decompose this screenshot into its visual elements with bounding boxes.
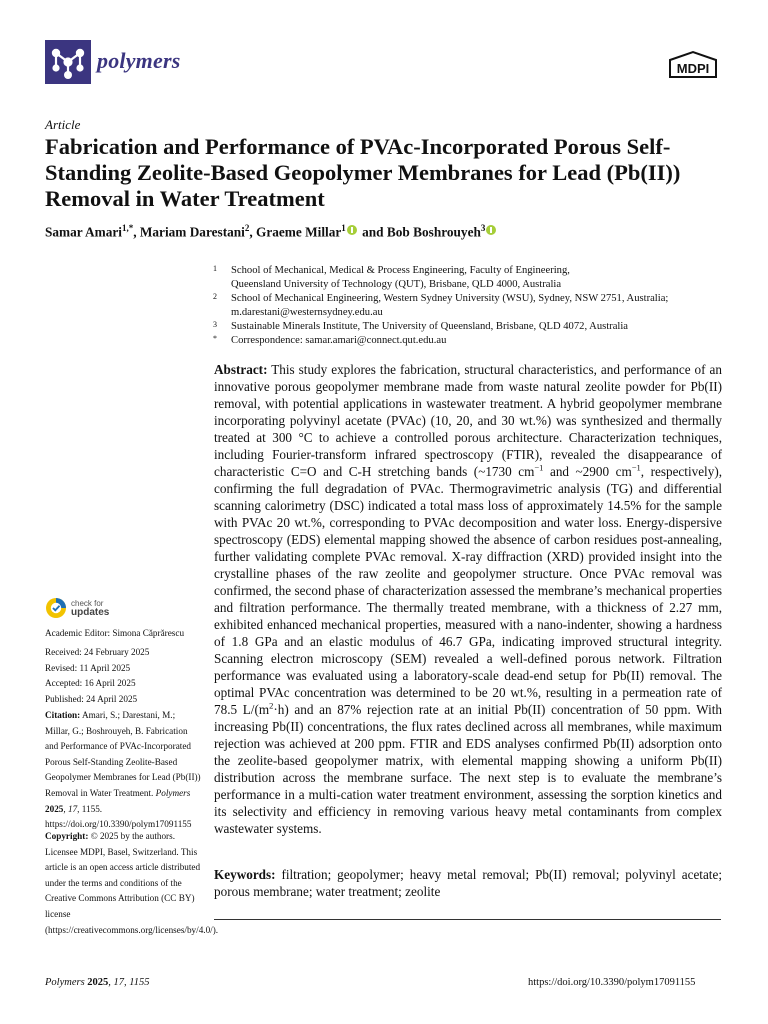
abstract-text-1: This study explores the fabrication, structural characteristics, and performance of an innovative porous geopolymer membrane made from waste natural zeolite powder for Pb(II) removal, with potential applications in wastewater treatment. A hybrid geopolymer membrane incorporating polyvinyl acetate (PVAc) (10, 20, and 30 wt.%) was synthesized and thermally treated at 300 °C to achieve a controlled porous architecture. Characterization techniques, including Fourier-transform infrared spectroscopy (FTIR), revealed the disappearance of characteristic C=O and C-H stretching bands (~1730 cm — [214, 362, 722, 479]
journal-logo-icon — [45, 40, 91, 84]
affiliation-text: Sustainable Minerals Institute, The University of Queensland, Brisbane, QLD 4072, Australia — [231, 321, 628, 332]
citation-journal: Polymers — [155, 787, 191, 798]
citation-volume: , 17 — [63, 803, 78, 814]
author-affiliation-sup: 2 — [244, 223, 250, 233]
check-updates-icon — [45, 597, 67, 619]
affiliation-number: 2 — [213, 292, 217, 301]
orcid-icon[interactable] — [486, 225, 496, 235]
affiliation-text: Correspondence: samar.amari@connect.qut.edu.au — [231, 335, 447, 346]
footer-citation — [45, 977, 150, 988]
date-revised: Revised: 11 April 2025 — [45, 662, 131, 673]
footer-year: 2025 — [84, 977, 109, 988]
copyright-text: © 2025 by the authors. Licensee MDPI, Basel, Switzerland. This article is an open access article distributed under the terms and conditions of the Creative Commons Attribution (CC BY) license (https://creativecommons.org/licenses/by/4.0/). — [45, 831, 219, 935]
citation-doi[interactable]: , 1155. https://doi.org/10.3390/polym17091155 — [45, 803, 192, 830]
footer-journal: Polymers — [45, 977, 85, 988]
author-name: Graeme Millar — [256, 224, 342, 240]
author-name: Bob Boshrouyeh — [386, 224, 481, 240]
date-received: Received: 24 February 2025 — [45, 647, 150, 657]
affiliation-line — [213, 306, 723, 320]
abstract-text-3: , respectively), confirming the full degradation of PVAc. Thermogravimetric analysis (TG) and differential scanning calorimetry (DSC) indicated a total mass loss of approximately 14.5% for the sample with PVAc 20 wt.%, corresponding to PVAc decomposition and water loss. Energy-dispersive spectroscopy (EDS) elemental mapping showed the absence of carbon residues post-annealing, further validating complete PVAc removal. X-ray diffraction (XRD) provided insight into the crystalline phases of the raw zeolite and geopolymer structure. Once PVAc removal was confirmed, the second phase of characterization assessed the membrane’s mechanical properties and filtration performance. The thermally treated membrane, with a thickness of 2.27 mm, exhibited enhanced mechanical properties, measured with a nano-indenter, showing a hardness of 1.8 GPa and an elastic modulus of 46.7 GPa, indicating improved structural integrity. Scanning electron microscopy (SEM) revealed a well-defined porous network. Filtration performance was evaluated using a laboratory-scale dead-end setup for Pb(II) removal. The optimal PVAc concentration was determined to be 20 wt.%, resulting in a permeation rate of 78.5 L/(m — [214, 464, 723, 717]
author-separator: , — [249, 224, 257, 240]
author-name: Samar Amari — [45, 224, 122, 240]
dates-block — [45, 645, 205, 707]
author-name: Mariam Darestani — [139, 224, 245, 240]
footer-doi-link[interactable]: https://doi.org/10.3390/polym17091155 — [528, 977, 696, 988]
orcid-icon[interactable] — [347, 225, 357, 235]
author-affiliation-sup: 3 — [480, 223, 486, 233]
mdpi-logo-text: MDPI — [676, 61, 710, 76]
affiliations — [213, 264, 723, 348]
abstract-label: Abstract: — [214, 362, 268, 377]
affiliation-text: m.darestani@westernsydney.edu.au — [231, 307, 383, 318]
affiliation-number: * — [213, 334, 217, 343]
abstract-text-2: and ~2900 cm — [543, 464, 632, 479]
abstract-sup-1: −1 — [534, 462, 544, 473]
journal-name: polymers — [97, 48, 181, 73]
affiliation-line — [213, 292, 723, 306]
affiliation-line — [213, 278, 723, 292]
keywords — [214, 866, 722, 900]
citation-block — [45, 708, 201, 833]
affiliation-line — [213, 320, 723, 334]
author-separator: and — [358, 224, 387, 240]
author-affiliation-sup: 1 — [341, 223, 346, 233]
date-published: Published: 24 April 2025 — [45, 693, 138, 704]
abstract — [214, 361, 722, 837]
mdpi-logo — [664, 50, 722, 80]
author-affiliation-sup: 1,* — [121, 223, 134, 233]
affiliation-number: 1 — [213, 264, 217, 273]
affiliation-text: School of Mechanical, Medical & Process Engineering, Faculty of Engineering, — [231, 265, 570, 276]
citation-year: 2025 — [45, 803, 64, 814]
citation-text: Amari, S.; Darestani, M.; Millar, G.; Boshrouyeh, B. Fabrication and Performance of PVAc-Incorporated Porous Self-Standing Zeolite-Based Geopolymer Membranes for Lead (Pb(II)) Removal in Water Treatment. — [45, 710, 201, 798]
affiliation-text: Queensland University of Technology (QUT), Brisbane, QLD 4000, Australia — [231, 279, 562, 290]
academic-editor: Academic Editor: Simona Căprărescu — [45, 628, 185, 638]
check-updates-line1: check for — [71, 599, 104, 608]
copyright-block — [45, 829, 219, 938]
abstract-sup-2: −1 — [631, 462, 641, 473]
affiliation-number: 3 — [213, 320, 217, 329]
abstract-text-4: ·h) and an 87% rejection rate at an initial Pb(II) concentration of 50 ppm. With increasing Pb(II) concentrations, the flux rates declined across all membranes, while maximum rejection was achieved at 200 ppm. FTIR and EDS analyses confirmed Pb(II) adsorption onto the zeolite-based geopolymer matrix, with elemental mapping showing a uniform Pb(II) distribution across the membrane surface. The next step is to evaluate the membrane’s performance in a multi-cation water treatment environment, assessing the sorption kinetics and its selectivity and efficiency in removing various heavy metal contaminants from complex wastewater systems. — [214, 702, 722, 836]
keywords-label: Keywords: — [214, 867, 276, 882]
footer-volume: , 17, 1155 — [108, 977, 150, 988]
affiliation-text: School of Mechanical Engineering, Western Sydney University (WSU), Sydney, NSW 2751, Australia; — [231, 293, 669, 304]
author-list — [45, 223, 745, 240]
article-type: Article — [45, 117, 81, 132]
section-divider — [214, 919, 721, 920]
citation-label: Citation: — [45, 710, 81, 720]
check-updates-line2: updates — [71, 607, 110, 618]
affiliation-line — [213, 334, 723, 348]
copyright-label: Copyright: — [45, 831, 89, 841]
article-title: Fabrication and Performance of PVAc-Incorporated Porous Self-Standing Zeolite-Based Geopolymer Membranes for Lead (Pb(II)) Removal in Water Treatment — [45, 134, 681, 211]
abstract-sup-3: 2 — [269, 700, 274, 711]
affiliation-line — [213, 264, 723, 278]
date-accepted: Accepted: 16 April 2025 — [45, 678, 136, 689]
keywords-text: filtration; geopolymer; heavy metal removal; Pb(II) removal; polyvinyl acetate; porous membrane; water treatment; zeolite — [214, 867, 722, 899]
check-for-updates-button[interactable] — [45, 597, 175, 621]
author-separator: , — [133, 224, 140, 240]
